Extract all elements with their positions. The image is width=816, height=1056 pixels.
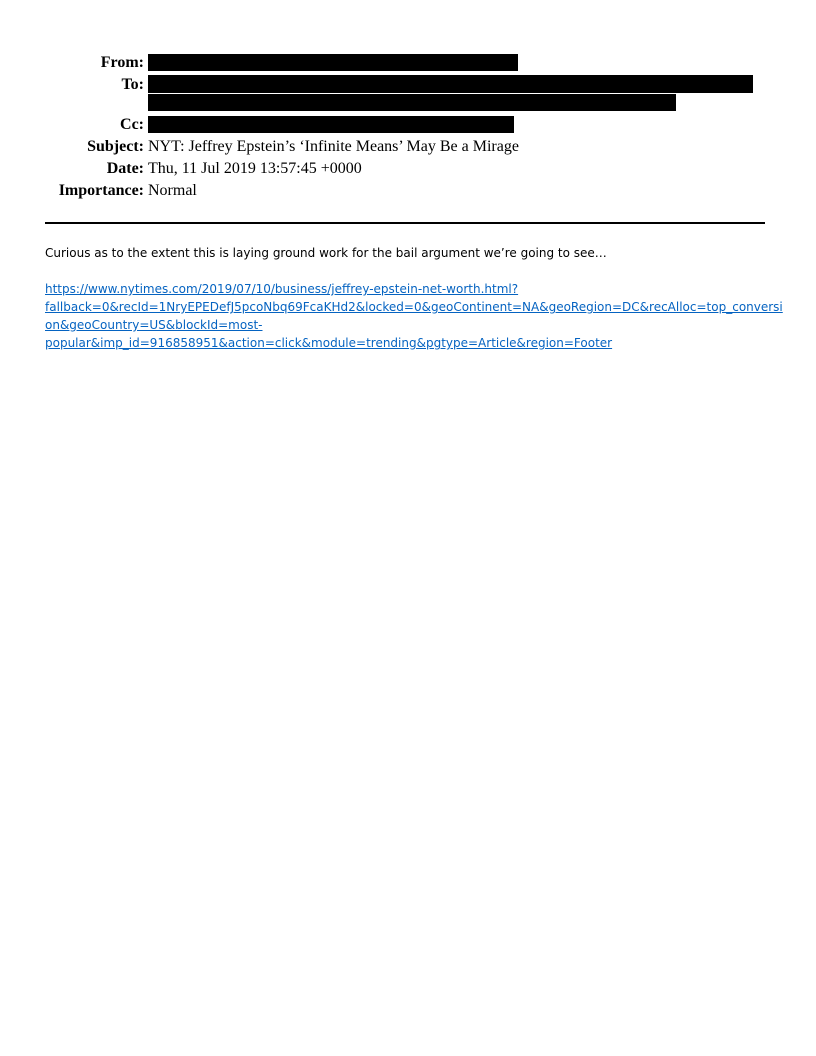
to-label: To:	[121, 76, 144, 93]
date-label: Date:	[106, 160, 144, 177]
article-link-line-4[interactable]: popular&imp_id=916858951&action=click&module=trending&pgtype=Article&region=Footer	[45, 336, 613, 350]
date-value: Thu, 11 Jul 2019 13:57:45 +0000	[148, 160, 362, 177]
from-label: From:	[100, 54, 144, 71]
message-body: Curious as to the extent this is laying ground work for the bail argument we’re going to see…	[45, 246, 607, 260]
to-redaction-line-2	[148, 94, 676, 111]
header-divider	[45, 222, 765, 224]
article-link-line-2[interactable]: fallback=0&recId=1NryEPEDefJ5pcoNbq69FcaKHd2&locked=0&geoContinent=NA&geoRegion=DC&recAlloc=top_conversi	[45, 300, 783, 314]
article-link-line-1[interactable]: https://www.nytimes.com/2019/07/10/business/jeffrey-epstein-net-worth.html?	[45, 282, 519, 296]
subject-value: NYT: Jeffrey Epstein’s ‘Infinite Means’ May Be a Mirage	[148, 138, 519, 155]
importance-label: Importance:	[58, 182, 144, 199]
from-redaction	[148, 54, 518, 71]
to-redaction-line-1	[148, 75, 753, 93]
cc-label: Cc:	[120, 116, 144, 133]
importance-value: Normal	[148, 182, 197, 199]
article-link[interactable]	[45, 280, 783, 352]
cc-redaction	[148, 116, 514, 133]
article-link-line-3[interactable]: on&geoCountry=US&blockId=most-	[45, 318, 263, 332]
subject-label: Subject:	[87, 138, 144, 155]
